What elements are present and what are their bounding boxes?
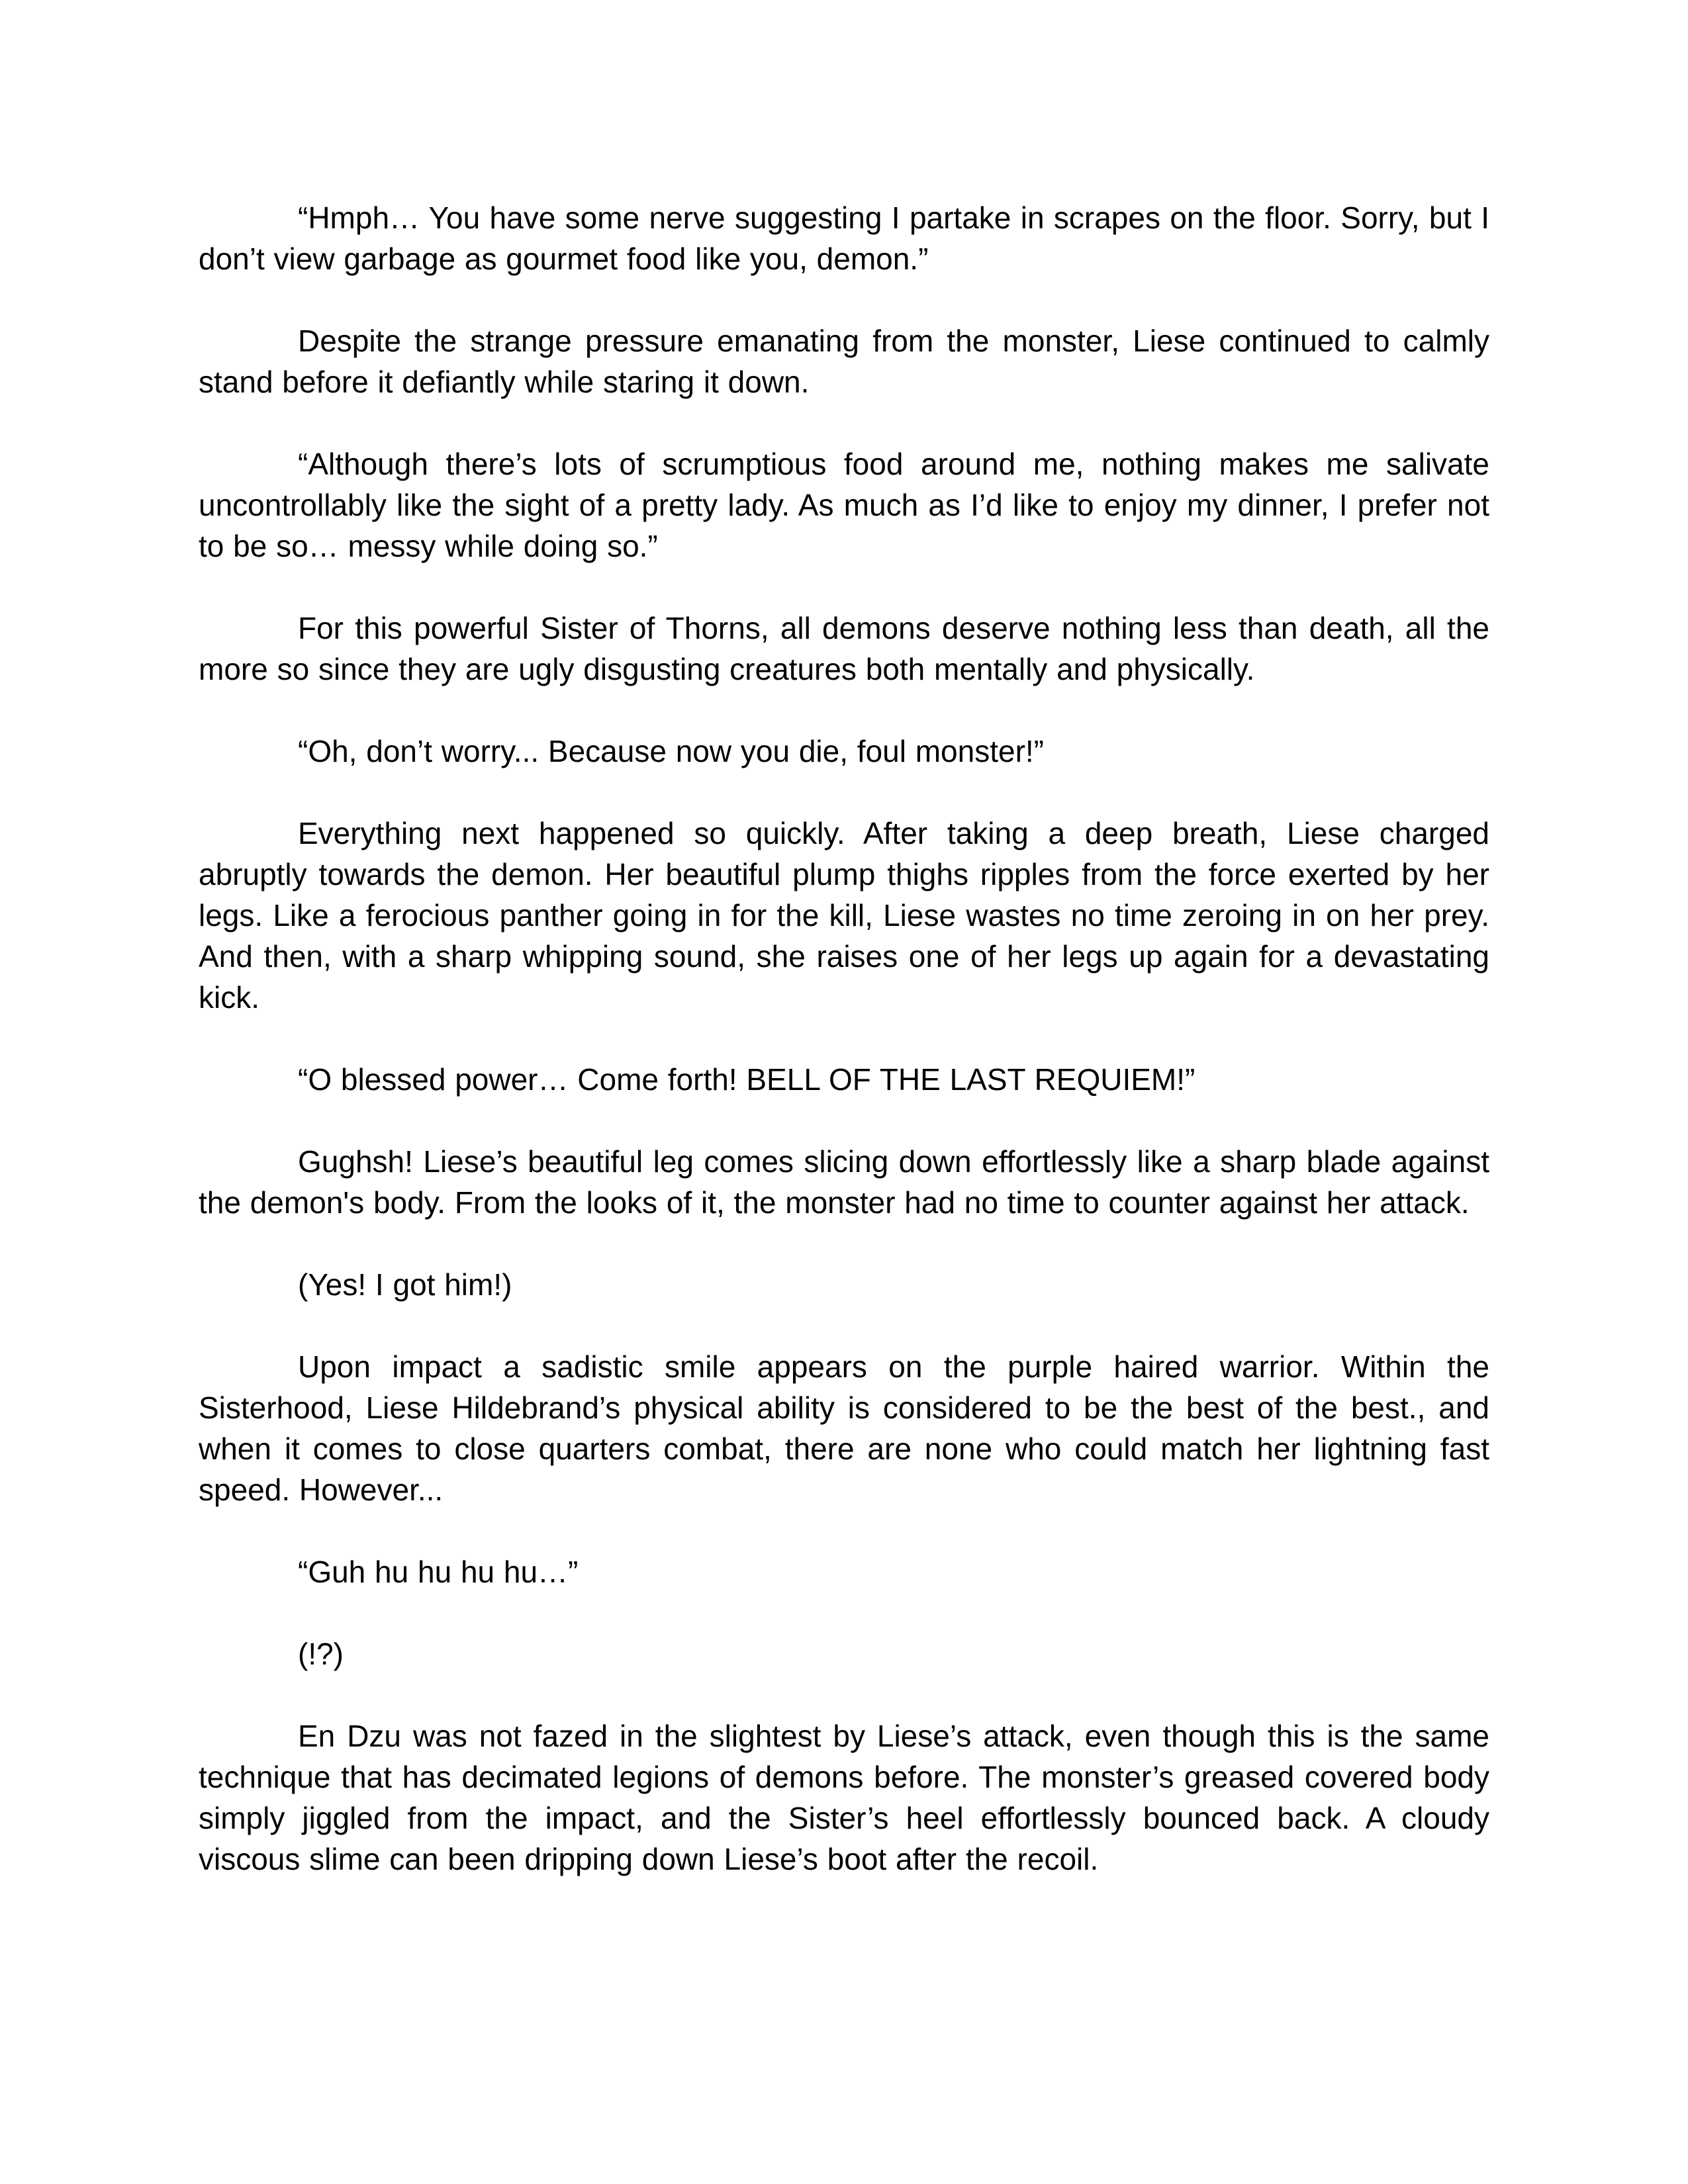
paragraph-06: Everything next happened so quickly. After taking a deep breath, Liese charged abruptly towards the demon. Her beautiful plump thighs ripples from the force exerted by her legs. Like a ferocious panther going in for the kill, Liese wastes no time zeroing in on her prey. And then, with a sharp whipping sound, she raises one of her legs up again for a devastating kick.: [199, 816, 1489, 1015]
paragraph-02: Despite the strange pressure emanating from the monster, Liese continued to calmly stand before it defiantly while staring it down.: [199, 324, 1489, 399]
document-body-text: [199, 197, 1489, 1921]
paragraph-09: (Yes! I got him!): [298, 1267, 512, 1302]
paragraph-11: “Guh hu hu hu hu…”: [298, 1555, 579, 1589]
paragraph-12: (!?): [298, 1637, 344, 1671]
paragraph-05: “Oh, don’t worry... Because now you die, foul monster!”: [298, 734, 1044, 768]
paragraph-03: “Although there’s lots of scrumptious food around me, nothing makes me salivate uncontrollably like the sight of a pretty lady. As much as I’d like to enjoy my dinner, I prefer not to be so… messy while doing so.”: [199, 447, 1489, 563]
paragraph-04: For this powerful Sister of Thorns, all demons deserve nothing less than death, all the more so since they are ugly disgusting creatures both mentally and physically.: [199, 611, 1489, 686]
paragraph-08: Gughsh! Liese’s beautiful leg comes slicing down effortlessly like a sharp blade against the demon's body. From the looks of it, the monster had no time to counter against her attack.: [199, 1144, 1489, 1220]
paragraph-13: En Dzu was not fazed in the slightest by Liese’s attack, even though this is the same technique that has decimated legions of demons before. The monster’s greased covered body simply jiggled from the impact, and the Sister’s heel effortlessly bounced back. A cloudy viscous slime can been dripping down Liese’s boot after the recoil.: [199, 1719, 1489, 1876]
paragraph-10: Upon impact a sadistic smile appears on the purple haired warrior. Within the Sisterhood, Liese Hildebrand’s physical ability is considered to be the best of the best., and when it comes to close quarters combat, there are none who could match her lightning fast speed. However...: [199, 1349, 1489, 1507]
paragraph-01: “Hmph… You have some nerve suggesting I partake in scrapes on the floor. Sorry, but I don’t view garbage as gourmet food like you, demon.”: [199, 201, 1489, 276]
paragraph-07: “O blessed power… Come forth! BELL OF THE LAST REQUIEM!”: [298, 1062, 1196, 1097]
